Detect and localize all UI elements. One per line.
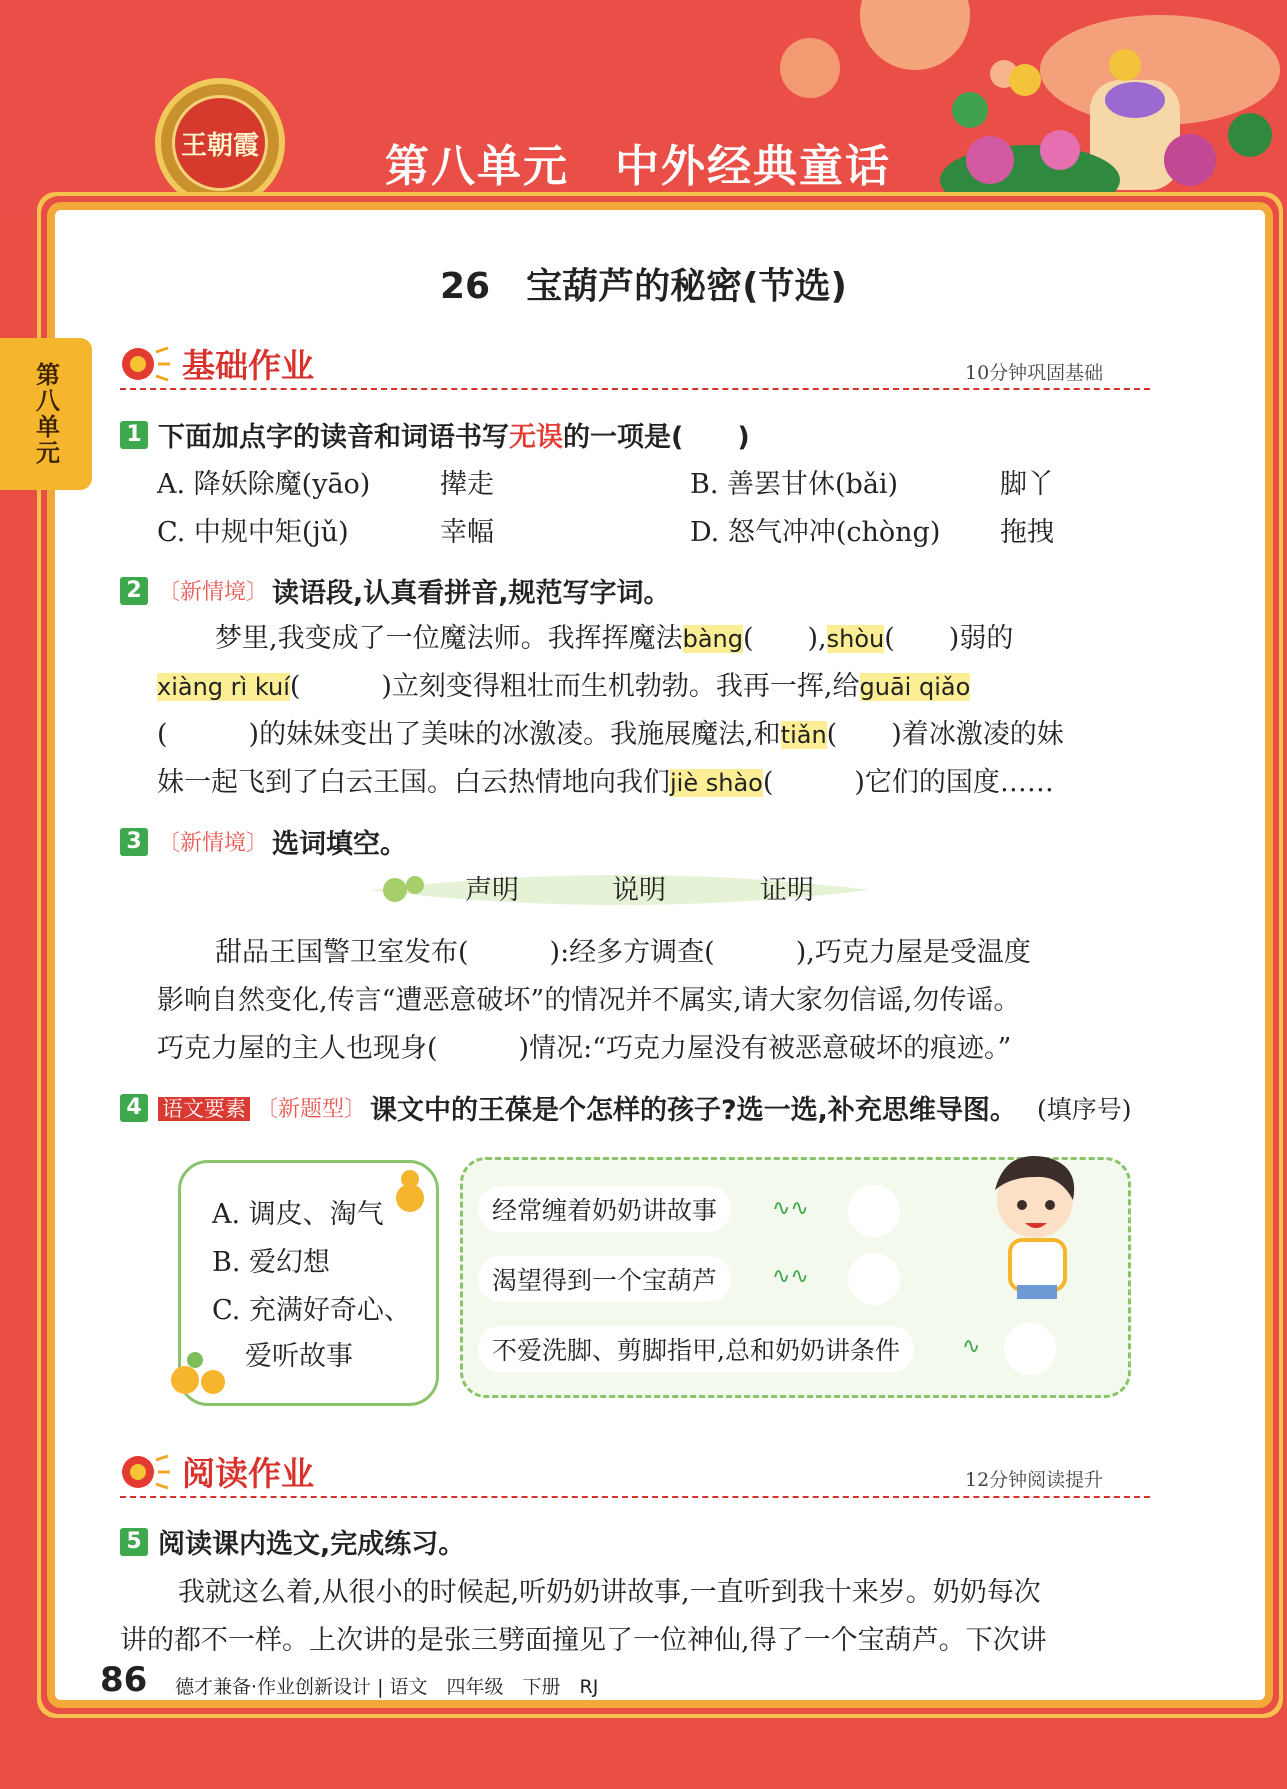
question-tag: 〔新情境〕 — [158, 831, 269, 856]
pinyin: guāi qiǎo — [859, 673, 971, 701]
section-divider — [120, 1496, 1150, 1498]
question-2 — [120, 571, 671, 610]
answer-circle-3[interactable] — [1004, 1323, 1056, 1375]
pinyin: xiàng rì kuí — [157, 673, 290, 701]
question-text-highlight: 无误 — [509, 422, 563, 453]
pinyin: shòu — [826, 625, 885, 653]
option-d: D. 怒气冲冲(chòng) — [690, 517, 941, 548]
option-a: A. 降妖除魔(yāo) — [157, 469, 371, 500]
option-c-word: 幸幅 — [440, 517, 494, 548]
mindmap-option-b: B. 爱幻想 — [212, 1247, 331, 1278]
question-text: 选词填空。 — [272, 829, 408, 860]
page-number: 86 — [100, 1660, 148, 1700]
passage-line-1 — [215, 616, 1013, 655]
word-option-2: 说明 — [612, 875, 666, 906]
pinyin: bàng — [682, 625, 743, 653]
q3-line-1: 甜品王国警卫室发布( ):经多方调查( ),巧克力屋是受温度 — [215, 937, 1031, 968]
passage-line-4 — [157, 760, 1054, 799]
question-number: 2 — [120, 577, 148, 605]
answer-circle-1[interactable] — [848, 1185, 900, 1237]
passage-line-3 — [157, 712, 1064, 751]
squiggle-icon: ∿ — [962, 1334, 981, 1359]
mindmap-option-c-cont: 爱听故事 — [245, 1341, 353, 1372]
text: ( )着冰激凌的妹 — [826, 719, 1064, 750]
word-option-3: 证明 — [760, 875, 814, 906]
question-1 — [120, 415, 750, 454]
question-4 — [120, 1088, 1131, 1127]
brand-logo — [155, 78, 285, 208]
text: 梦里,我变成了一位魔法师。我挥挥魔法 — [215, 623, 683, 654]
question-tag: 〔新情境〕 — [158, 580, 269, 605]
mindmap-option-c: C. 充满好奇心、 — [212, 1295, 411, 1326]
gourd-icon — [385, 1165, 435, 1215]
mindmap-trait-3: 不爱洗脚、剪脚指甲,总和奶奶讲条件 — [478, 1326, 914, 1372]
question-text: 课文中的王葆是个怎样的孩子?选一选,补充思维导图。 — [370, 1095, 1017, 1126]
question-tag: 〔新题型〕 — [256, 1097, 367, 1122]
squiggle-icon: ∿∿ — [772, 1196, 809, 1221]
question-text-a: 下面加点字的读音和词语书写 — [158, 422, 509, 453]
mindmap-trait-2: 渴望得到一个宝葫芦 — [478, 1256, 731, 1302]
passage-line-2 — [157, 664, 970, 703]
lesson-title: 26 宝葫芦的秘密(节选) — [439, 266, 847, 307]
section-divider — [120, 388, 1150, 390]
answer-circle-2[interactable] — [848, 1253, 900, 1305]
question-hint: (填序号) — [1036, 1094, 1132, 1124]
q3-line-3: 巧克力屋的主人也现身( )情况:“巧克力屋没有被恶意破坏的痕迹。” — [157, 1033, 1012, 1064]
section-header-reading — [120, 1448, 314, 1495]
text: ( )弱的 — [884, 623, 1014, 654]
option-b: B. 善罢甘休(bǎi) — [690, 469, 899, 500]
question-number: 4 — [120, 1094, 148, 1122]
question-number: 5 — [120, 1528, 148, 1556]
logo-text: 王朝霞 — [172, 95, 268, 191]
question-number: 1 — [120, 421, 148, 449]
text: ( )立刻变得粗壮而生机勃勃。我再一挥,给 — [289, 671, 860, 702]
text: ( )它们的国度…… — [762, 767, 1054, 798]
fairy-tale-illustration — [930, 10, 1287, 215]
unit-header — [0, 0, 1287, 220]
footer-text: 德才兼备·作业创新设计 | 语文 四年级 下册 RJ — [175, 1676, 599, 1698]
section-label: 基础作业 — [182, 346, 314, 385]
section-note: 12分钟阅读提升 — [965, 1469, 1104, 1491]
mindmap-trait-1: 经常缠着奶奶讲故事 — [478, 1186, 731, 1232]
unit-title: 第八单元 中外经典童话 — [385, 141, 891, 192]
question-text-b: 的一项是( ) — [563, 422, 750, 453]
horn-icon — [120, 344, 170, 384]
horn-icon — [120, 1452, 170, 1492]
text: ( ), — [742, 623, 827, 654]
question-5 — [120, 1522, 465, 1561]
text: 妹一起飞到了白云王国。白云热情地向我们 — [157, 767, 670, 798]
word-option-1: 声明 — [465, 875, 519, 906]
section-label: 阅读作业 — [182, 1454, 314, 1493]
reading-line-2: 讲的都不一样。上次讲的是张三劈面撞见了一位神仙,得了一个宝葫芦。下次讲 — [120, 1625, 1047, 1656]
section-header-basic — [120, 340, 314, 387]
question-tag-red: 语文要素 — [158, 1097, 250, 1121]
question-text: 阅读课内选文,完成练习。 — [158, 1529, 466, 1560]
question-3 — [120, 822, 407, 861]
pinyin: tiǎn — [780, 721, 827, 749]
gourd-icon — [165, 1350, 235, 1400]
text: ( )的妹妹变出了美味的冰激凌。我施展魔法,和 — [157, 719, 781, 750]
pinyin: jiè shào — [670, 769, 763, 797]
option-b-word: 脚丫 — [1000, 469, 1054, 500]
mindmap-option-a: A. 调皮、淘气 — [212, 1199, 384, 1230]
reading-line-1: 我就这么着,从很小的时候起,听奶奶讲故事,一直听到我十来岁。奶奶每次 — [178, 1577, 1041, 1608]
q3-line-2: 影响自然变化,传言“遭恶意破坏”的情况并不属实,请大家勿信谣,勿传谣。 — [157, 985, 1021, 1016]
boy-illustration — [965, 1145, 1095, 1305]
option-a-word: 撵走 — [440, 469, 494, 500]
side-tab-label: 第八单元 — [31, 362, 60, 466]
option-c: C. 中规中矩(jǔ) — [157, 517, 349, 548]
decor-circle — [780, 38, 840, 98]
unit-side-tab — [0, 338, 92, 490]
question-text: 读语段,认真看拼音,规范写字词。 — [272, 578, 671, 609]
section-note: 10分钟巩固基础 — [965, 362, 1104, 384]
question-number: 3 — [120, 828, 148, 856]
option-d-word: 拖拽 — [1000, 517, 1054, 548]
squiggle-icon: ∿∿ — [772, 1264, 809, 1289]
